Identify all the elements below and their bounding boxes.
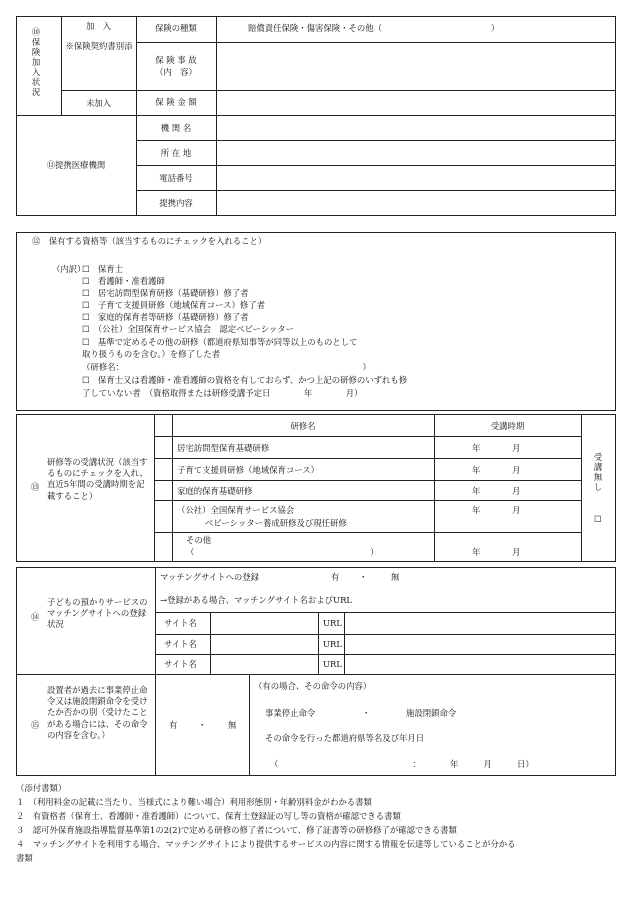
insurance-amount-label: 保 険 金 額 — [155, 97, 197, 107]
matching-yes[interactable]: 有 — [331, 572, 340, 582]
attachments-title: （添付書類） — [16, 783, 67, 793]
order-dot: ・ — [362, 708, 371, 718]
matching-site-label: サイト名 — [164, 618, 197, 628]
attachment-item: ４ マッチングサイトを利用する場合、マッチングサイトにより提供するサービスの内容に関する情報を伝達等していることが分かる — [16, 839, 516, 849]
medical-row-content: 提携内容 — [159, 198, 193, 208]
qualification-item[interactable]: ☐ 基準で定めるその他の研修（都道府県知事等が同等以上のものとして — [82, 337, 358, 347]
training-month: 月 — [512, 465, 521, 475]
order-no[interactable]: 無 — [228, 720, 237, 730]
matching-label-num: ⑭ — [31, 612, 40, 622]
training-year: 年 — [472, 505, 481, 515]
qualification-prefix: （内訳） — [52, 264, 86, 274]
training-year: 年 — [472, 443, 481, 453]
matching-arrow-text: →登録がある場合、マッチングサイト名およびURL — [160, 595, 352, 605]
checkbox-icon[interactable] — [82, 264, 90, 274]
training-row-name: 家庭的保育基礎研修 — [177, 486, 253, 496]
qualification-item-cont: 了していない者 （資格取得または研修受講予定日 年 月） — [82, 388, 363, 398]
attachment-item: ３ 認可外保育施設指導監督基準第1の2(2)で定める研修の修了者について、修了証書等の研修修了が確認できる書類 — [16, 825, 457, 835]
medical-label: ⑪提携医療機関 — [46, 160, 106, 170]
attachment-item: １ （利用料金の記載に当たり、当様式により難い場合）利用形態別・年齢別料金がわかる書類 — [16, 797, 372, 807]
medical-row-name: 機 関 名 — [160, 123, 192, 133]
training-none-label: 受講無し — [593, 452, 603, 493]
training-row-name: 子育て支援員研修（地域保育コース） — [177, 465, 319, 475]
qualification-item[interactable]: ☐ 保育士 — [82, 264, 123, 274]
insurance-not-joined: 未加入 — [85, 98, 112, 108]
insurance-accident-label: 保 険 事 故 — [155, 55, 197, 65]
training-none-checkbox[interactable] — [594, 514, 602, 524]
order-suspension: 事業停止命令 — [265, 708, 316, 718]
training-year: 年 — [472, 465, 481, 475]
qualification-item[interactable]: ☐ （公社）全国保育サービス協会 認定ベビーシッター — [82, 324, 294, 334]
training-month: 月 — [512, 486, 521, 496]
training-row-sub: （ ） — [186, 547, 379, 557]
matching-url-label: URL — [323, 639, 342, 649]
order-yes[interactable]: 有 — [169, 720, 178, 730]
training-year: 年 — [472, 547, 481, 557]
checkbox-icon[interactable] — [82, 312, 90, 322]
insurance-joined: 加 入 — [85, 21, 112, 31]
insurance-type-label: 保険の種類 — [155, 23, 197, 33]
qualification-item[interactable]: ☐ 保育士又は看護師・准看護師の資格を有しておらず、かつ上記の研修のいずれも修 — [82, 375, 407, 385]
training-label: 研修等の受講状況（該当するものにチェックを入れ、直近5年間の受講時期を記載すること） — [47, 457, 148, 501]
order-dot: ・ — [198, 720, 207, 730]
order-closure: 施設閉鎖命令 — [406, 708, 457, 718]
qualification-item[interactable]: ☐ 看護師・准看護師 — [82, 276, 165, 286]
checkbox-icon[interactable] — [82, 276, 90, 286]
checkbox-icon[interactable] — [82, 300, 90, 310]
qualification-item-cont: 取り扱うものを含む。）を修了した者 — [82, 349, 221, 359]
order-label: 設置者が過去に事業停止命令又は施設閉鎖命令を受けたか否かの別（受けたことがある場合には、その命令の内容を含む。） — [47, 685, 148, 740]
training-col-name: 研修名 — [290, 421, 316, 431]
order-authority: その命令を行った都道府県等名及び年月日 — [265, 733, 425, 743]
insurance-accident-sub: （内 容） — [155, 67, 197, 77]
training-row-name: 居宅訪問型保育基礎研修 — [177, 443, 270, 453]
insurance-label: ⑩保険加入状況 — [31, 27, 41, 98]
training-label-num: ⑬ — [31, 482, 40, 492]
training-row-name: （公社）全国保育サービス協会 — [177, 505, 295, 515]
training-month: 月 — [512, 505, 521, 515]
matching-no[interactable]: 無 — [391, 572, 400, 582]
qualification-item[interactable]: ☐ 家庭的保育者等研修（基礎研修）修了者 — [82, 312, 249, 322]
insurance-type-value: 賠償責任保険・傷害保険・その他（ ） — [248, 23, 500, 33]
qualification-title: ⑫ 保有する資格等（該当するものにチェックを入れること） — [32, 236, 267, 246]
checkbox-icon[interactable] — [594, 514, 602, 524]
qualification-item[interactable]: ☐ 子育て支援員研修（地域保育コース）修了者 — [82, 300, 265, 310]
attachment-item-cont: 書類 — [16, 853, 33, 863]
order-authority-date: （ ： 年 月 日） — [270, 759, 534, 769]
matching-label: 子どもの預かりサービスのマッチングサイトへの登録状況 — [47, 597, 148, 630]
matching-site-label: サイト名 — [164, 639, 197, 649]
training-row-sub: ベビーシッター養成研修及び現任研修 — [205, 518, 347, 528]
attachment-item: ２ 有資格者（保育士、看護師・准看護師）について、保育士登録証の写し等の資格が確認できる書類 — [16, 811, 401, 821]
training-col-period: 受講時期 — [490, 421, 525, 431]
matching-url-label: URL — [323, 659, 342, 669]
training-month: 月 — [512, 547, 521, 557]
matching-registration-label: マッチングサイトへの登録 — [160, 572, 259, 582]
matching-url-label: URL — [323, 618, 342, 628]
checkbox-icon[interactable] — [82, 324, 90, 334]
matching-dot: ・ — [359, 572, 368, 582]
order-label-num: ⑮ — [31, 720, 40, 730]
matching-site-label: サイト名 — [164, 659, 197, 669]
qualification-training-name: （研修名： ） — [82, 362, 371, 372]
order-detail-title: （有の場合、その命令の内容） — [254, 681, 372, 691]
qualification-item[interactable]: ☐ 居宅訪問型保育研修（基礎研修）修了者 — [82, 288, 249, 298]
insurance-joined-note: ※保険契約書別添 — [65, 41, 133, 51]
checkbox-icon[interactable] — [82, 375, 90, 385]
medical-row-phone: 電話番号 — [159, 173, 193, 183]
training-row-name: その他 — [186, 535, 212, 545]
training-month: 月 — [512, 443, 521, 453]
checkbox-icon[interactable] — [82, 288, 90, 298]
training-year: 年 — [472, 486, 481, 496]
medical-row-address: 所 在 地 — [160, 148, 192, 158]
checkbox-icon[interactable] — [82, 337, 90, 347]
